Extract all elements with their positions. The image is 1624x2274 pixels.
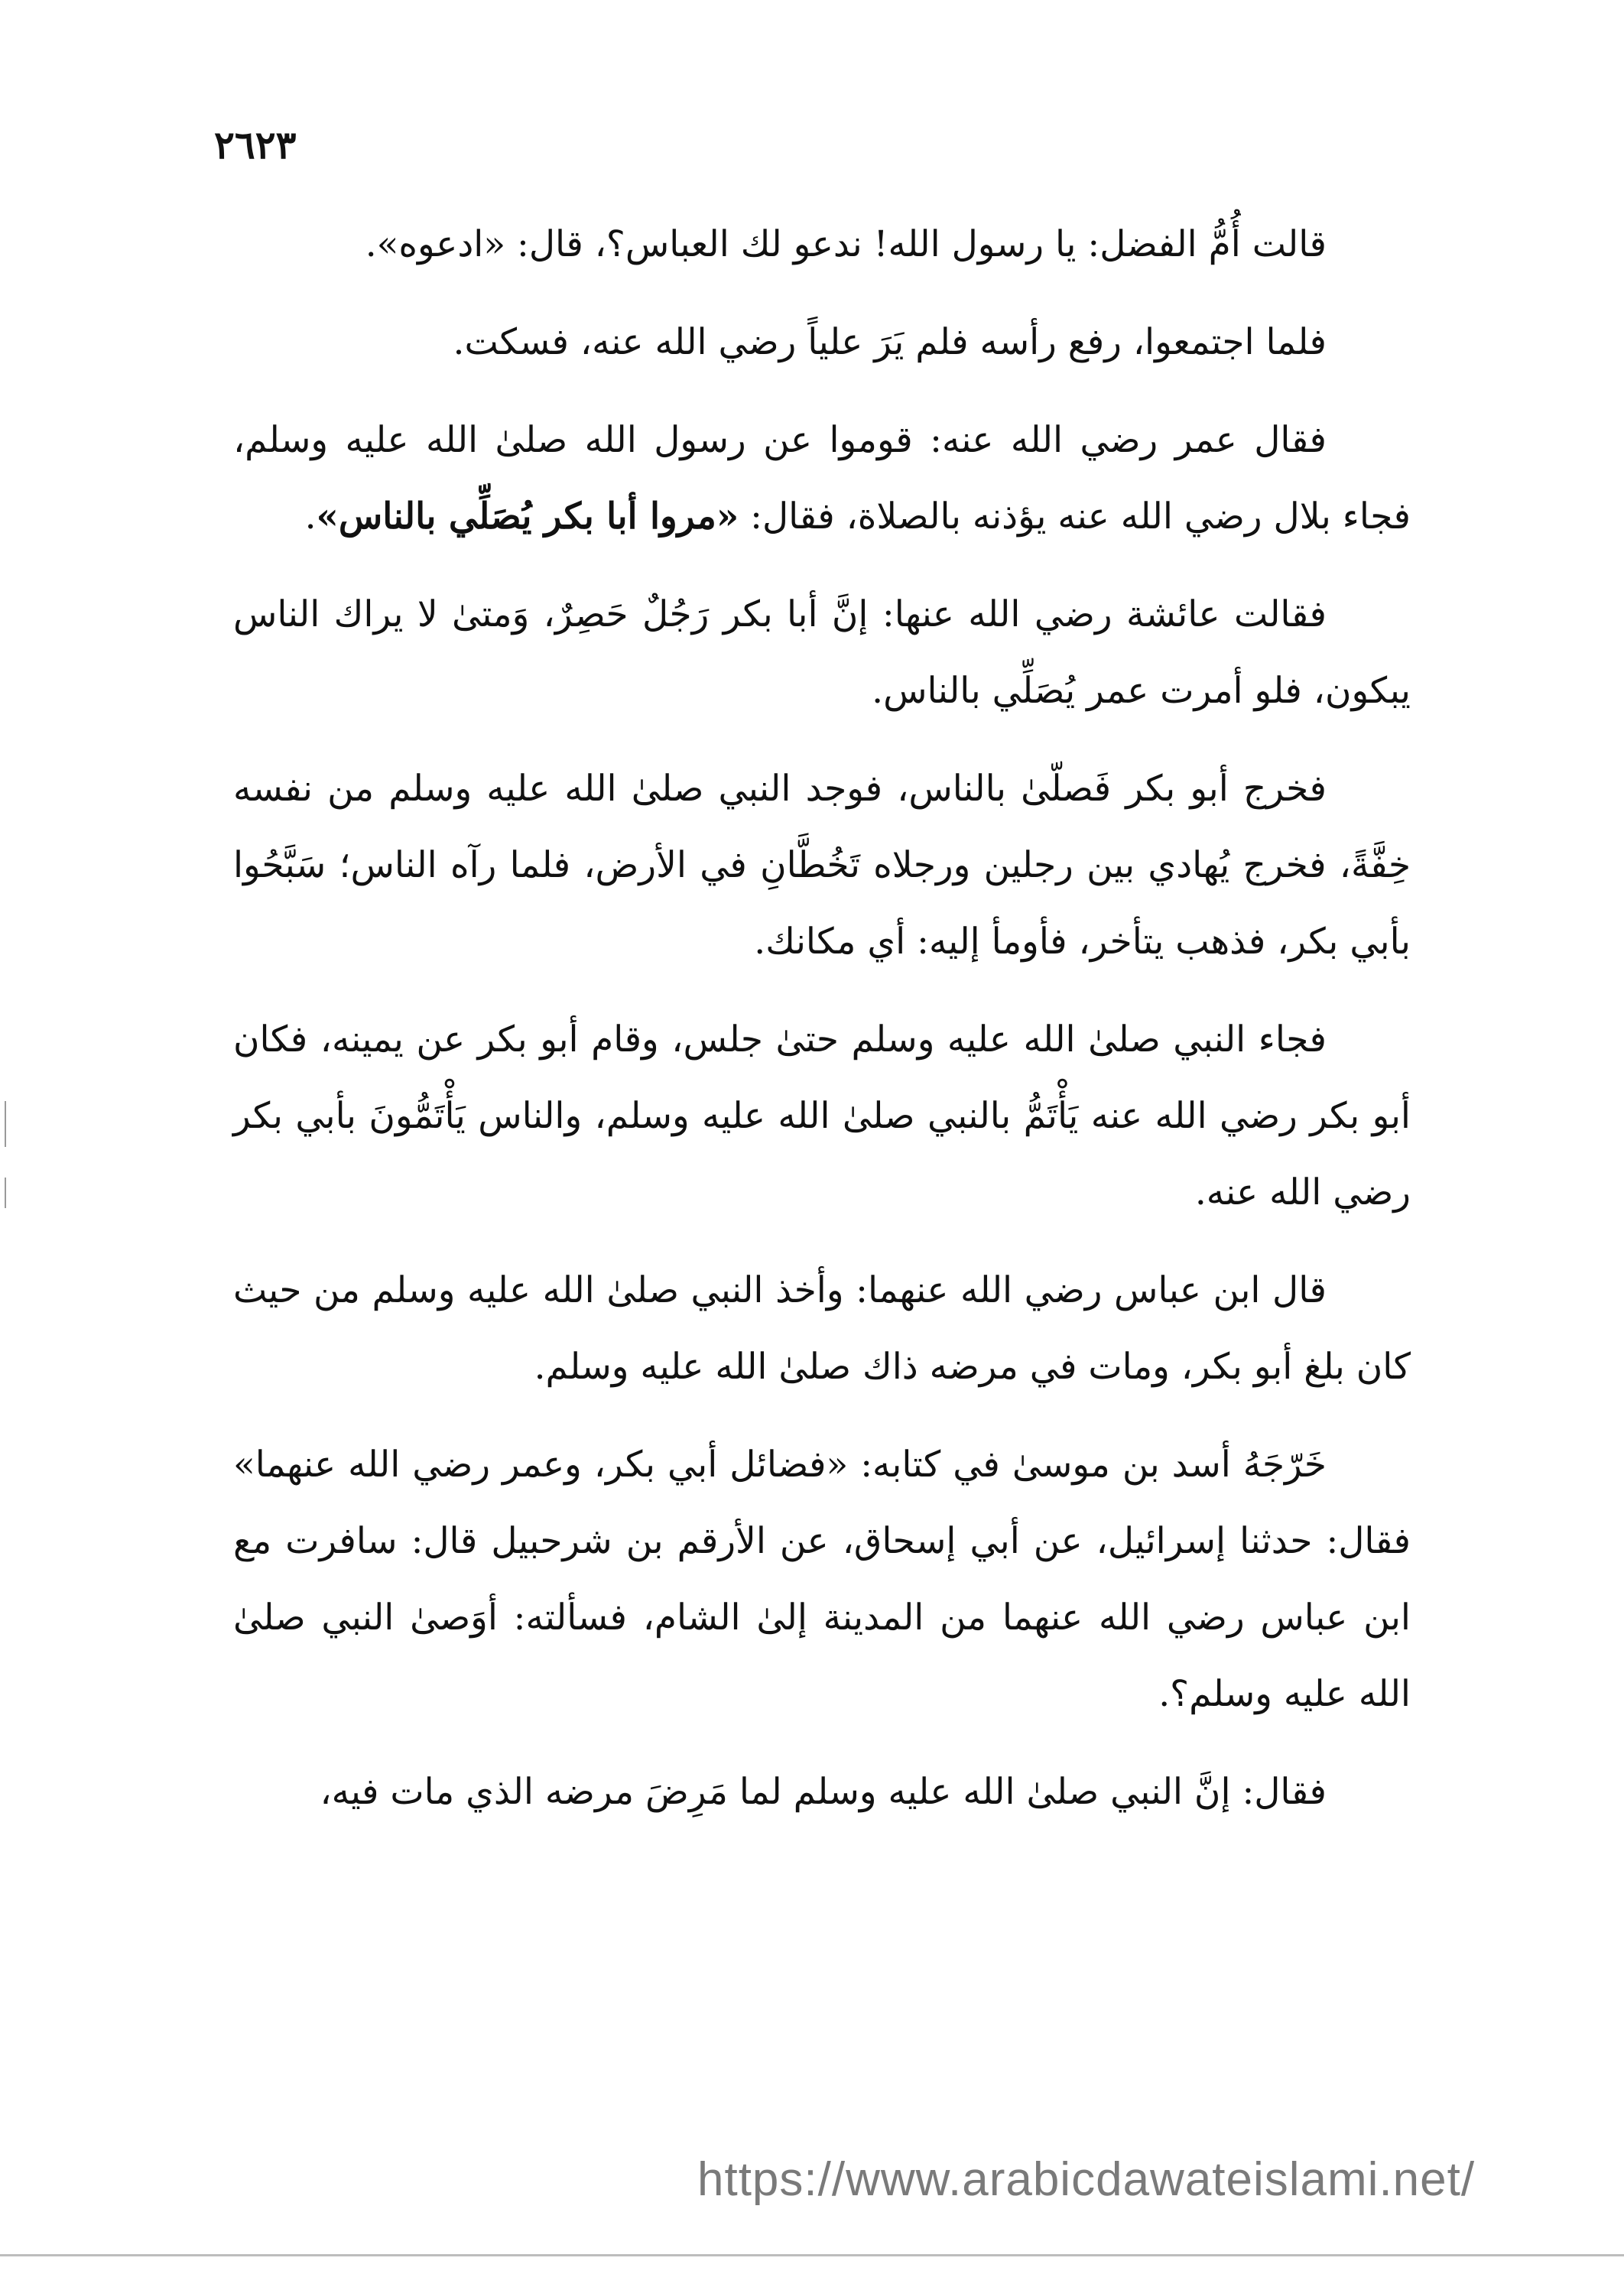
page-number: ٢٦٢٣ bbox=[214, 122, 297, 167]
paragraph: فجاء النبي صلىٰ الله عليه وسلم حتىٰ جلس، وقام أبو بكر عن يمينه، فكان أبو بكر رضي الله عنه يَأْتَمُّ بالنبي صلىٰ الله عليه وسلم، والناس يَأْتَمُّونَ بأبي بكر رضي الله عنه. bbox=[233, 1018, 1411, 1213]
scan-edge-mark bbox=[5, 1101, 6, 1147]
paragraph: خَرّجَهُ أسد بن موسىٰ في كتابه: «فضائل أبي بكر، وعمر رضي الله عنهما» فقال: حدثنا إسرائيل، عن أبي إسحاق، عن الأرقم بن شرحبيل قال: سافرت مع ابن عباس رضي الله عنهما من المدينة إلىٰ الشام، فسألته: أوَصىٰ النبي صلىٰ الله عليه وسلم؟. bbox=[233, 1444, 1411, 1715]
scan-edge-mark bbox=[5, 1178, 6, 1208]
paragraph: قال ابن عباس رضي الله عنهما: وأخذ النبي صلىٰ الله عليه وسلم من حيث كان بلغ أبو بكر، ومات في مرضه ذاك صلىٰ الله عليه وسلم. bbox=[233, 1269, 1411, 1388]
quoted-saying: «مروا أبا بكر يُصَلِّي بالناس» bbox=[316, 495, 739, 538]
paragraph: فلما اجتمعوا، رفع رأسه فلم يَرَ علياً رضي الله عنه، فسكت. bbox=[453, 321, 1327, 363]
watermark-url: https://www.arabicdawateislami.net/ bbox=[697, 2153, 1476, 2206]
paragraph: فقال: إنَّ النبي صلىٰ الله عليه وسلم لما مَرِضَ مرضه الذي مات فيه، bbox=[320, 1771, 1327, 1813]
paragraph: فقال عمر رضي الله عنه: قوموا عن رسول الله صلىٰ الله عليه وسلم، فجاء بلال رضي الله عنه يؤذنه بالصلاة، فقال: «مروا أبا بكر يُصَلِّي بالناس». bbox=[233, 419, 1411, 538]
paragraph: قالت أُمُّ الفضل: يا رسول الله! ندعو لك العباس؟، قال: «ادعوه». bbox=[365, 223, 1327, 265]
paragraph: فخرج أبو بكر فَصلّىٰ بالناس، فوجد النبي صلىٰ الله عليه وسلم من نفسه خِفَّةً، فخرج يُهادي بين رجلين ورجلاه تَخُطَّانِ في الأرض، فلما رآه الناس؛ سَبَّحُوا بأبي بكر، فذهب يتأخر، فأومأ إليه: أي مكانك. bbox=[233, 768, 1411, 963]
body-text bbox=[233, 206, 1411, 1852]
page-bottom-rule bbox=[0, 2254, 1624, 2256]
paragraph: فقالت عائشة رضي الله عنها: إنَّ أبا بكر رَجُلٌ حَصِرٌ، وَمتىٰ لا يراك الناس يبكون، فلو أمرت عمر يُصَلِّي بالناس. bbox=[233, 593, 1411, 712]
